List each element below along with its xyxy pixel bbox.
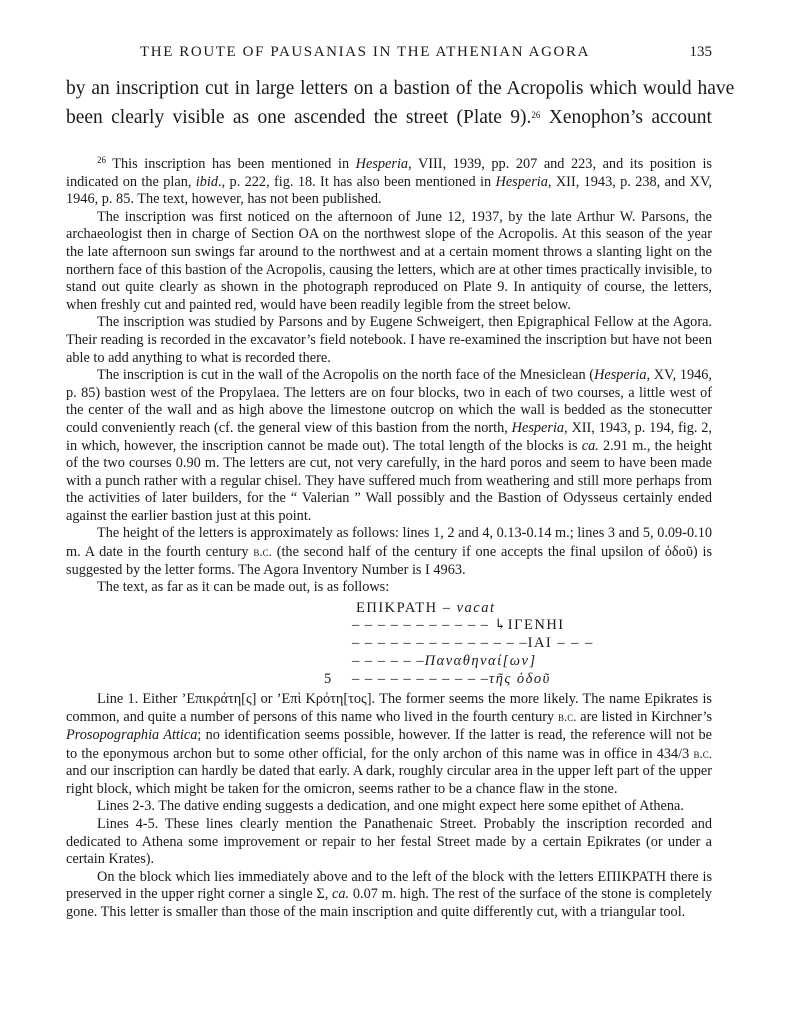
footnote-paragraph-4: The inscription is cut in the wall of the Acropolis on the north face of the Mnesiclean (Hesperia, XV, 1946, p. 85) bastion west of the Propylaea. The letters are on four blocks, two in each of two courses, a little west of the center of the wall and as high above the limestone outcrop on which the wall is bedded as the stonecutter could conveniently reach (cf. the general view of this bastion from the north, Hesperia, XII, 1943, p. 194, fig. 2, in which, however, the inscription cannot be made out). The total length of the blocks is ca. 2.91 m., the height of the two courses 0.90 m. The letters are cut, not very carefully, in the hard poros and seem to have been made with a punch rather with a regular chisel. They have suffered much from weathering and still more perhaps from the activities of later builders, for the “ Valerian ” Wall possibly and the Bastion of Odysseus certainly ended against the earlier bastion just at this point. [66,367,713,524]
body-text [66,76,735,131]
footnote-paragraph-9: Lines 4-5. These lines clearly mention the Panathenaic Street. Probably the inscription recorded and dedicated to Athena some improvement or repair to her festal Street made by a certain Epikrates (or under a certain Krates). [66,816,712,868]
inscription-line-number: 5 [324,670,332,687]
footnote-paragraph-3: The inscription was studied by Parsons and by Eugene Schweigert, then Epigraphical Fellow at the Agora. Their reading is recorded in the excavator’s field notebook. I have re-examined the inscription but have not been able to add anything to what is recorded there. [66,314,712,366]
running-title: THE ROUTE OF PAUSANIAS IN THE ATHENIAN AGORA [140,44,590,60]
inscription-line-1: ΕΠΙΚΡΑΤΗ – vacat [356,599,496,616]
footnote-paragraph-6: The text, as far as it can be made out, is as follows: [97,579,390,596]
footnote-paragraph-2: The inscription was first noticed on the afternoon of June 12, 1937, by the late Arthur W. Parsons, the archaeologist then in charge of Section OA on the northwest slope of the Acropolis. At this season of the year the late afternoon sun swings far around to the northwest and at a certain moment throws a slanting light on the northern face of this bastion of the Acropolis, causing the letters, which are at other times practically invisible, to stand out quite clearly as shown in the photograph reproduced on Plate 9. In antiquity of course, the letters, when freshly cut and painted red, would have been readily legible from the street below. [66,208,712,313]
footnote-paragraph-8: Lines 2-3. The dative ending suggests a dedication, and one might expect here some epithet of Athena. [97,798,684,815]
body-line-1: by an inscription cut in large letters on a bastion of the Acropolis which would have [66,78,735,99]
inscription-line-5: – – – – – – – – – – –τῆς ὁδοῦ [352,670,551,687]
footnote-block [66,152,712,922]
footnote-paragraph-1: $^{26}$ This inscription has been mentioned in Hesperia, VIII, 1939, pp. 207 and 223, and its position is indicated on the plan, ibid., p. 222, fig. 18. It has also been mentioned in Hesperia, XII, 1943, p. 238, and XV, 1946, p. 85. The text, however, has not been published. [66,155,713,208]
footnote-paragraph-7: Line 1. Either ’Επικράτη[ς] or ’Επὶ Κρότη[τος]. The former seems the more likely. The name Epikrates is common, and quite a number of persons of this name who lived in the fourth century b.c. are listed in Kirchner’s Prosopographia Attica; no identification seems possible, however. If the latter is read, the reference will not be to the eponymous archon but to some other official, for the only archon of this name was in office in 434/3 b.c. and our inscription can hardly be dated that early. A dark, roughly circular area in the upper left part of the upper right block, which might be taken for the omicron, seems rather to be a chance flaw in the stone. [66,690,713,797]
footnote-paragraph-5: The height of the letters is approximately as follows: lines 1, 2 and 4, 0.13-0.14 m.; lines 3 and 5, 0.09-0.10 m. A date in the fourth century b.c. (the second half of the century if one accepts the final upsilon of ὁδοῦ) is suggested by the letter forms. The Agora Inventory Number is I 4963. [66,525,713,578]
inscription-line-4: – – – – – –Παναθηναί[ων] [352,652,537,669]
inscription-line-2: – – – – – – – – – – – ↳ΙΓΕΝΗΙ [352,616,565,633]
inscription-line-3: – – – – – – – – – – – – – –ΙΑΙ – – – [352,634,594,651]
footnote-ref: 26 [531,110,541,120]
footnote-number: 26 [97,155,106,165]
footnote-paragraph-10: On the block which lies immediately above and to the left of the block with the letters ΕΠΙΚΡΑΤΗ there is preserved in the upper right corner a single Σ, ca. 0.07 m. high. The rest of the surface of the stone is completely gone. This letter is smaller than those of the main inscription and quite differently cut, with a triangular tool. [66,868,713,920]
body-line-2: been clearly visible as one ascended the street (Plate 9).$^{26}$ Xenophon’s account [66,107,712,128]
page-number: 135 [689,44,712,60]
inscription-text [66,600,712,688]
